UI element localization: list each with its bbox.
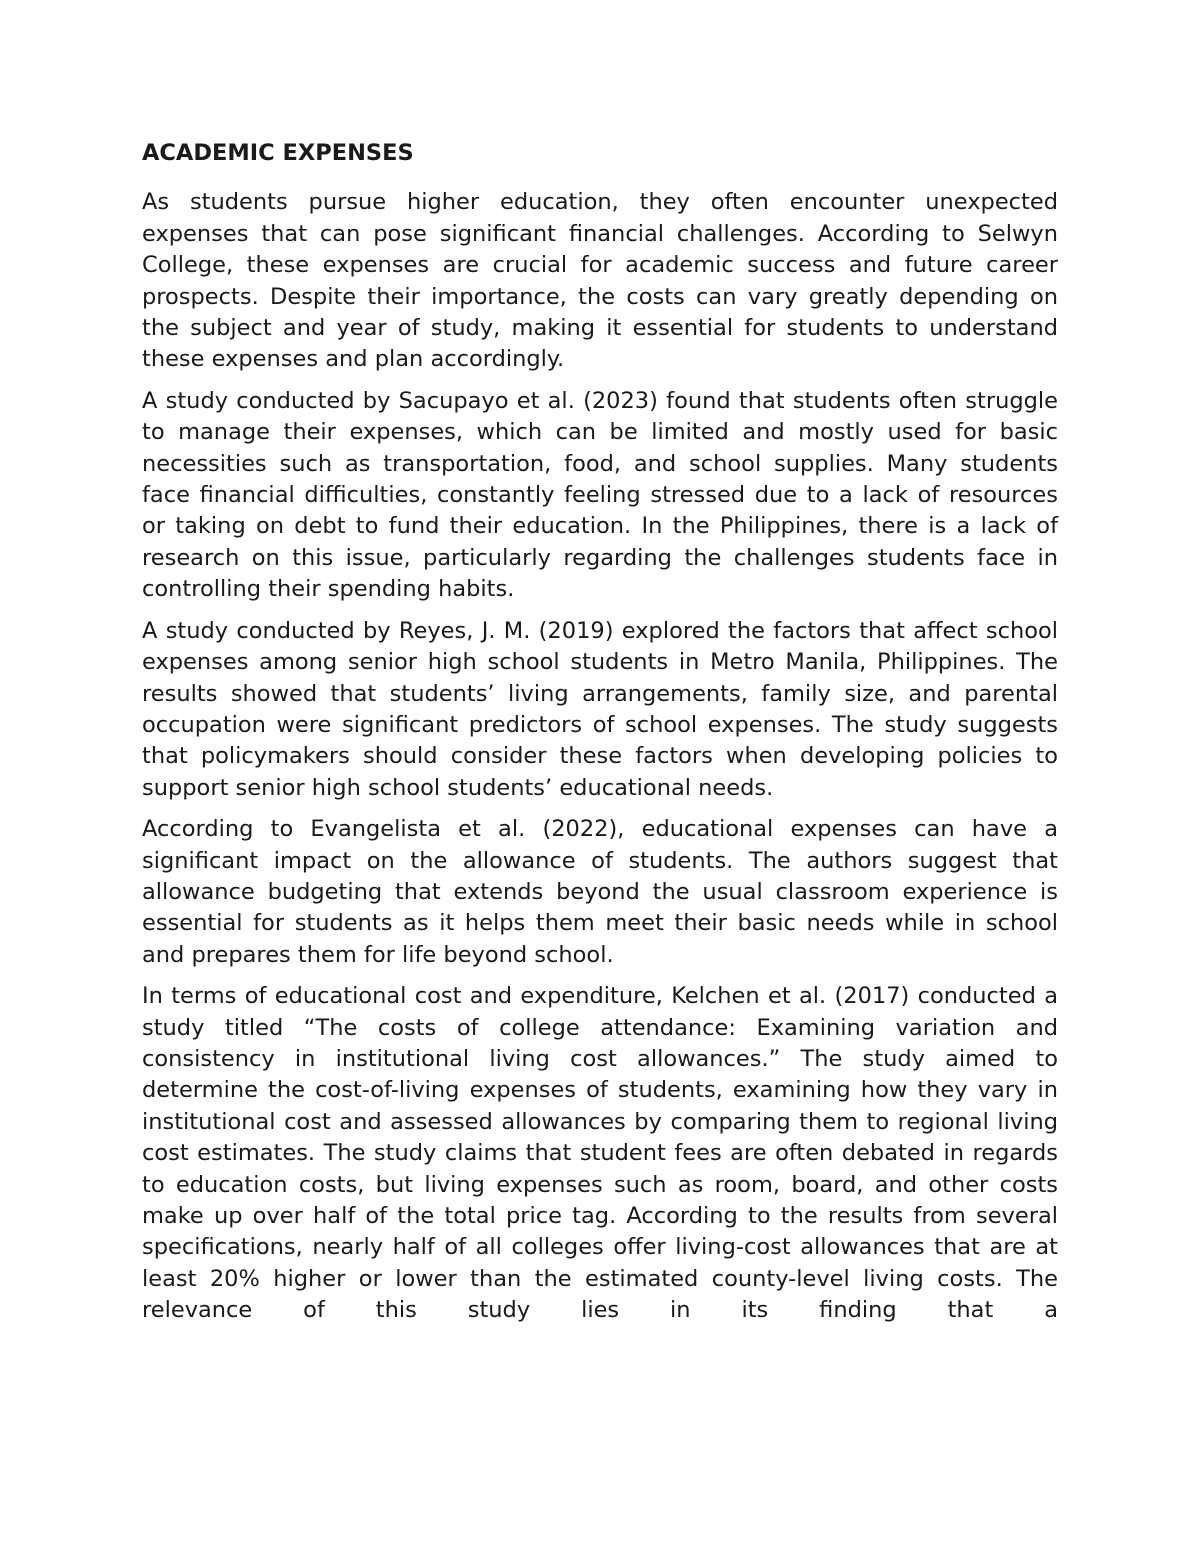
paragraph-5: In terms of educational cost and expenditure, Kelchen et al. (2017) conducted a study titled “The costs of college attendance: Examining variation and consistency in institutional living cost allowances.” The study aimed to determine the cost-of-living expenses of students, examining how they vary in institutional cost and assessed allowances by comparing them to regional living cost estimates. The study claims that student fees are often debated in regards to education costs, but living expenses such as room, board, and other costs make up over half of the total price tag. According to the results from several specifications, nearly half of all colleges offer living-cost allowances that are at least 20% higher or lower than the estimated county-level living costs. The relevance of this study lies in its finding that a [142,983,1058,1324]
paragraph-4: According to Evangelista et al. (2022), educational expenses can have a significant impact on the allowance of students. The authors suggest that allowance budgeting that extends beyond the usual classroom experience is essential for students as it helps them meet their basic needs while in school and prepares them for life beyond school. [142,816,1058,968]
paragraph-2: A study conducted by Sacupayo et al. (2023) found that students often struggle to manage their expenses, which can be limited and mostly used for basic necessities such as transportation, food, and school supplies. Many students face financial difficulties, constantly feeling stressed due to a lack of resources or taking on debt to fund their education. In the Philippines, there is a lack of research on this issue, particularly regarding the challenges students face in controlling their spending habits. [142,387,1058,603]
document-body [142,138,1058,1337]
section-heading: ACADEMIC EXPENSES [142,140,414,166]
paragraph-3: A study conducted by Reyes, J. M. (2019) explored the factors that affect school expenses among senior high school students in Metro Manila, Philippines. The results showed that students’ living arrangements, family size, and parental occupation were significant predictors of school expenses. The study suggests that policymakers should consider these factors when developing policies to support senior high school students’ educational needs. [142,617,1058,801]
paragraph-1: As students pursue higher education, they often encounter unexpected expenses that can pose significant financial challenges. According to Selwyn College, these expenses are crucial for academic success and future career prospects. Despite their importance, the costs can vary greatly depending on the subject and year of study, making it essential for students to understand these expenses and plan accordingly. [142,189,1058,373]
